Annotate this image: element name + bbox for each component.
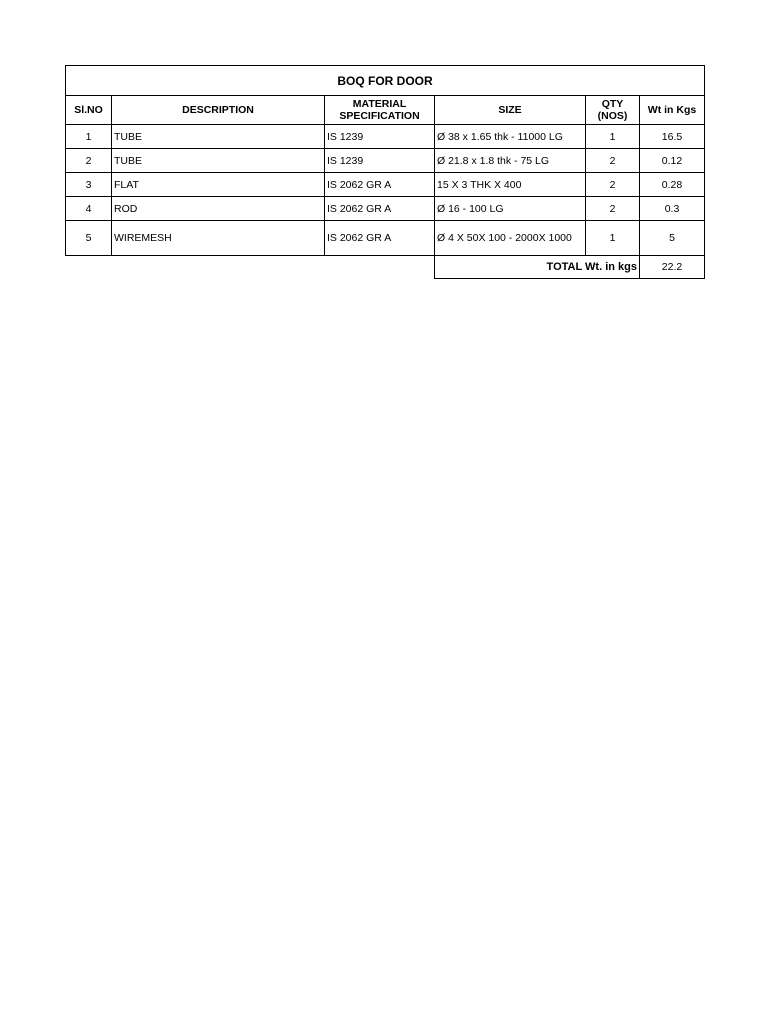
title-row [66, 66, 705, 96]
header-wt: Wt in Kgs [640, 96, 705, 125]
cell-description: ROD [112, 197, 325, 221]
cell-size: Ø 21.8 x 1.8 thk - 75 LG [435, 149, 586, 173]
cell-slno: 3 [66, 173, 112, 197]
header-qty-line1: QTY [601, 98, 624, 110]
cell-size: Ø 4 X 50X 100 - 2000X 1000 [435, 221, 586, 256]
cell-material: IS 1239 [325, 149, 435, 173]
spacer-cell [66, 256, 112, 279]
table-row [66, 125, 705, 149]
table-row [66, 149, 705, 173]
cell-qty: 2 [586, 149, 640, 173]
boq-table [65, 65, 705, 279]
cell-description: TUBE [112, 125, 325, 149]
header-slno: Sl.NO [66, 96, 112, 125]
cell-slno: 5 [66, 221, 112, 256]
cell-material: IS 2062 GR A [325, 221, 435, 256]
cell-qty: 2 [586, 173, 640, 197]
header-qty-line2: (NOS) [597, 110, 628, 122]
cell-material: IS 2062 GR A [325, 197, 435, 221]
total-value: 22.2 [640, 256, 705, 279]
cell-slno: 1 [66, 125, 112, 149]
cell-description: FLAT [112, 173, 325, 197]
spacer-cell [112, 256, 325, 279]
table-row [66, 173, 705, 197]
cell-size: Ø 38 x 1.65 thk - 11000 LG [435, 125, 586, 149]
header-material-line2: SPECIFICATION [339, 110, 420, 122]
table-row [66, 221, 705, 256]
cell-qty: 1 [586, 221, 640, 256]
total-row [66, 256, 705, 279]
cell-wt: 16.5 [640, 125, 705, 149]
header-material-line1: MATERIAL [352, 98, 407, 110]
cell-qty: 2 [586, 197, 640, 221]
header-description: DESCRIPTION [112, 96, 325, 125]
cell-slno: 2 [66, 149, 112, 173]
cell-wt: 0.3 [640, 197, 705, 221]
spacer-cell [325, 256, 435, 279]
header-qty [586, 96, 640, 125]
cell-qty: 1 [586, 125, 640, 149]
cell-size: Ø 16 - 100 LG [435, 197, 586, 221]
cell-wt: 5 [640, 221, 705, 256]
header-material [325, 96, 435, 125]
header-row [66, 96, 705, 125]
cell-wt: 0.28 [640, 173, 705, 197]
cell-wt: 0.12 [640, 149, 705, 173]
cell-description: TUBE [112, 149, 325, 173]
cell-material: IS 1239 [325, 125, 435, 149]
cell-material: IS 2062 GR A [325, 173, 435, 197]
cell-slno: 4 [66, 197, 112, 221]
cell-size: 15 X 3 THK X 400 [435, 173, 586, 197]
table-row [66, 197, 705, 221]
header-size: SIZE [435, 96, 586, 125]
table-title: BOQ FOR DOOR [66, 66, 705, 96]
total-label: TOTAL Wt. in kgs [435, 256, 640, 279]
cell-description: WIREMESH [112, 221, 325, 256]
